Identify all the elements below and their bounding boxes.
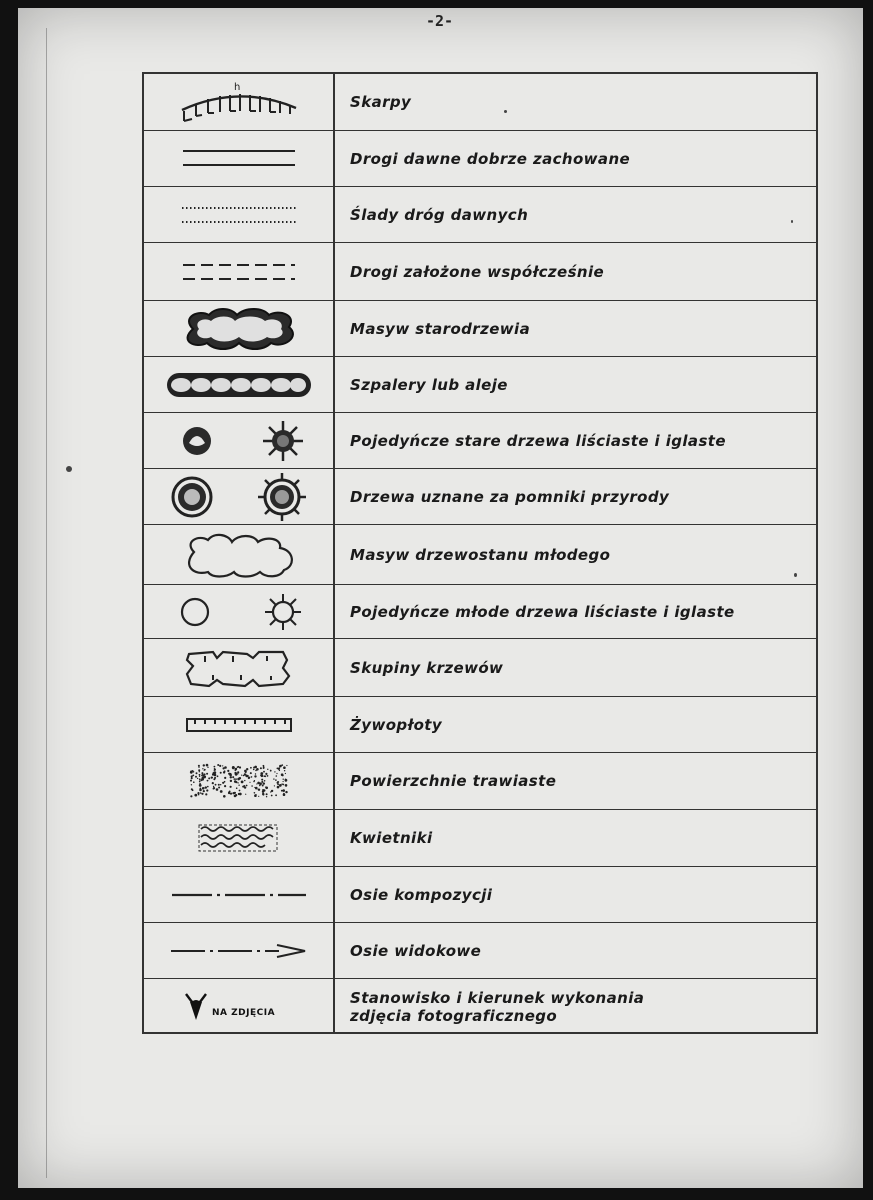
shrub-groups-icon: [144, 639, 333, 696]
legend-label: Skarpy: [350, 93, 412, 111]
legend-row-skarpy: [144, 74, 816, 131]
hedges-icon: [144, 697, 333, 752]
scanned-page: [18, 8, 863, 1188]
legend-row-composition-axes: [144, 867, 816, 923]
legend-label: Ślady dróg dawnych: [350, 205, 529, 224]
legend-label: Kwietniki: [350, 829, 433, 847]
well-preserved-roads-icon: [144, 131, 333, 186]
legend-label: Osie widokowe: [350, 941, 482, 960]
natural-monument-trees-icon: [144, 469, 333, 524]
old-road-traces-icon: [144, 187, 333, 242]
legend-label: Powierzchnie trawiaste: [350, 772, 557, 790]
legend-row-natural-monument-trees: [144, 469, 816, 525]
legend-label: Drzewa uznane za pomniki przyrody: [350, 487, 670, 506]
scan-speck: [791, 220, 793, 223]
legend-row-hedges: [144, 697, 816, 753]
legend-row-photo-position: [144, 979, 816, 1034]
view-axes-icon: [144, 923, 333, 978]
legend-label: Szpalery lub aleje: [350, 375, 508, 394]
scan-speck: [794, 573, 797, 577]
legend-label: Drogi dawne dobrze zachowane: [350, 149, 631, 168]
margin-line: [46, 28, 47, 1178]
tree-rows-icon: [144, 357, 333, 412]
legend-label: Skupiny krzewów: [350, 658, 504, 677]
photo-position-caption: NA ZDJĘCIA: [212, 1007, 276, 1018]
legend-table: [142, 72, 818, 1034]
flowerbeds-icon: [144, 810, 333, 866]
svg-text:h: h: [233, 82, 240, 93]
legend-label: Osie kompozycji: [350, 885, 493, 904]
photo-position-icon: [144, 979, 333, 1034]
single-old-trees-icon: [144, 413, 333, 468]
scan-speck: [66, 466, 72, 472]
single-young-trees-icon: [144, 585, 333, 638]
old-tree-mass-icon: [144, 301, 333, 356]
legend-label: Drogi założone współcześnie: [350, 262, 605, 281]
legend-row-flowerbeds: [144, 810, 816, 867]
page-number: -2-: [426, 12, 454, 30]
legend-row-old-tree-mass: [144, 301, 816, 357]
grass-areas-icon: [144, 753, 333, 809]
legend-label: Żywopłoty: [350, 715, 443, 734]
skarpy-icon: [144, 74, 333, 130]
legend-row-view-axes: [144, 923, 816, 979]
legend-row-shrub-groups: [144, 639, 816, 697]
legend-label: Masyw starodrzewia: [350, 319, 531, 338]
legend-label: Pojedyńcze młode drzewa liściaste i iglaste: [350, 602, 735, 621]
legend-row-well-preserved-roads: [144, 131, 816, 187]
legend-label: Pojedyńcze stare drzewa liściaste i iglaste: [350, 431, 726, 450]
scan-speck: [504, 110, 507, 113]
legend-label: Stanowisko i kierunek wykonania zdjęcia fotograficznego: [350, 988, 645, 1025]
legend-label: Masyw drzewostanu młodego: [350, 545, 611, 564]
legend-row-single-old-trees: [144, 413, 816, 469]
modern-roads-icon: [144, 243, 333, 300]
composition-axes-icon: [144, 867, 333, 922]
legend-row-old-road-traces: [144, 187, 816, 243]
legend-row-modern-roads: [144, 243, 816, 301]
legend-row-tree-rows: [144, 357, 816, 413]
legend-row-single-young-trees: [144, 585, 816, 639]
legend-row-grass-areas: [144, 753, 816, 810]
young-stand-mass-icon: [144, 525, 333, 584]
legend-row-young-stand-mass: [144, 525, 816, 585]
